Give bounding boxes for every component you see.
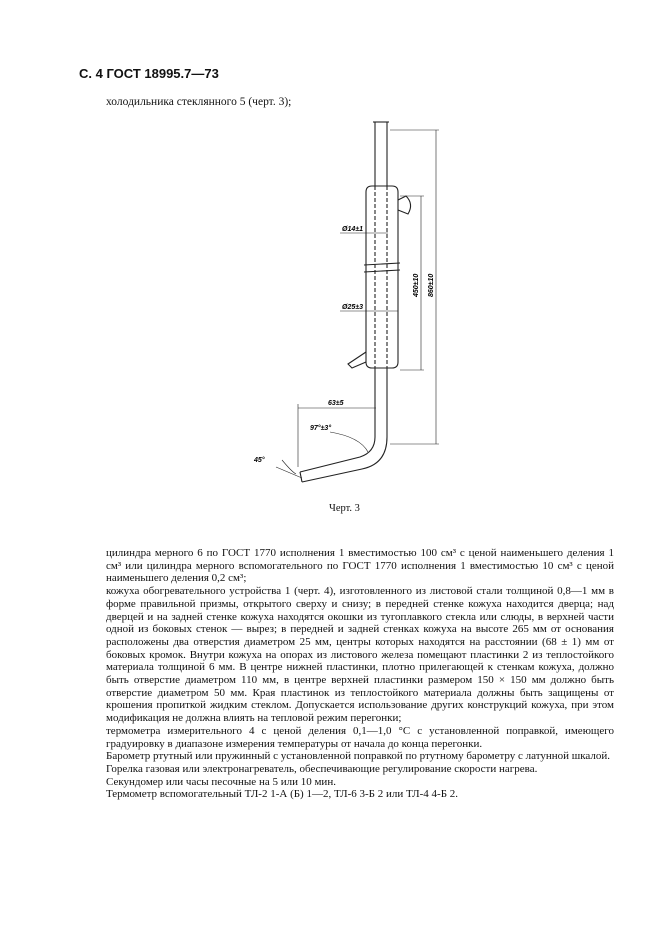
paragraph-thermometer: термометра измерительного 4 с ценой деления 0,1—1,0 °С с установленной поправкой, имеющего градуировку в диапазоне измерения температуры от начала до конца перегонки. [106,724,614,750]
dim-d1: Ø14±1 [342,226,363,233]
dim-len2: 860±10 [428,273,435,297]
page-header: С. 4 ГОСТ 18995.7—73 [79,66,219,81]
body-text [106,547,614,801]
figure-caption: Черт. 3 [329,503,360,514]
dim-angle1: 97°±3° [310,425,332,432]
paragraph-burner: Горелка газовая или электронагреватель, обеспечивающие регулирование скорости нагрева. [106,762,538,775]
dim-width: 63±5 [328,400,344,407]
paragraph-barometer: Барометр ртутный или пружинный с установленной поправкой по ртутному барометру с латунной шкалой. [106,750,611,763]
lower-nozzle [348,352,366,368]
paragraph-cylinder: цилиндра мерного 6 по ГОСТ 1770 исполнения 1 вместимостью 100 см³ с ценой наименьшего деления 1 см³ или цилиндра мерного вспомогательного по ГОСТ 1770 исполнения 1 вместимостью 10 см³ с ценой наименьшего деления 0,2 см³; [106,547,614,585]
paragraph-casing: кожуха обогревательного устройства 1 (черт. 4), изготовленного из листовой стали толщиной 0,8—1 мм в форме правильной призмы, открытого сверху и снизу; в передней стенке кожуха находится дверца; над дверцей и на задней стенке кожуха находятся окошки из тугоплавкого стекла или слюды, в верхней части одной из боковых стенок — вырез; в передней и задней стенках кожуха на высоте 265 мм от основания расположены два отверстия диаметром 25 мм, центры которых находятся на расстоянии (68 ± 1) мм от боковых кромок. Внутри кожуха на опорах из листового железа помещают пластинки 2 из теплостойкого материала толщиной 6 мм. В центре нижней пластинки, плотно прилегающей к стенкам кожуха, должно быть отверстие диаметром 110 мм, в центре верхней пластинки размером 150 × 150 мм должно быть отверстие диаметром 50 мм. Края пластинок из теплостойкого материала должны быть защищены от крошения пропиткой жидким стеклом. Допускается использование других конструкций кожуха, при этом модификация не должна влиять на тепловой режим перегонки; [106,585,614,725]
bent-tube [300,368,375,472]
intro-text: холодильника стеклянного 5 (черт. 3); [106,96,292,108]
paragraph-aux-thermometer: Термометр вспомогательный ТЛ-2 1-А (Б) 1—2, ТЛ-6 3-Б 2 или ТЛ-4 4-Б 2. [106,788,459,801]
dim-d2: Ø25±3 [342,304,363,311]
paragraph-stopwatch: Секундомер или часы песочные на 5 или 10 мин. [106,775,336,788]
condenser-tube-drawing [230,112,470,492]
dim-angle2: 45° [254,457,265,464]
condenser-jacket [366,186,398,368]
dim-len1: 450±10 [413,273,420,297]
upper-nozzle [398,196,411,214]
